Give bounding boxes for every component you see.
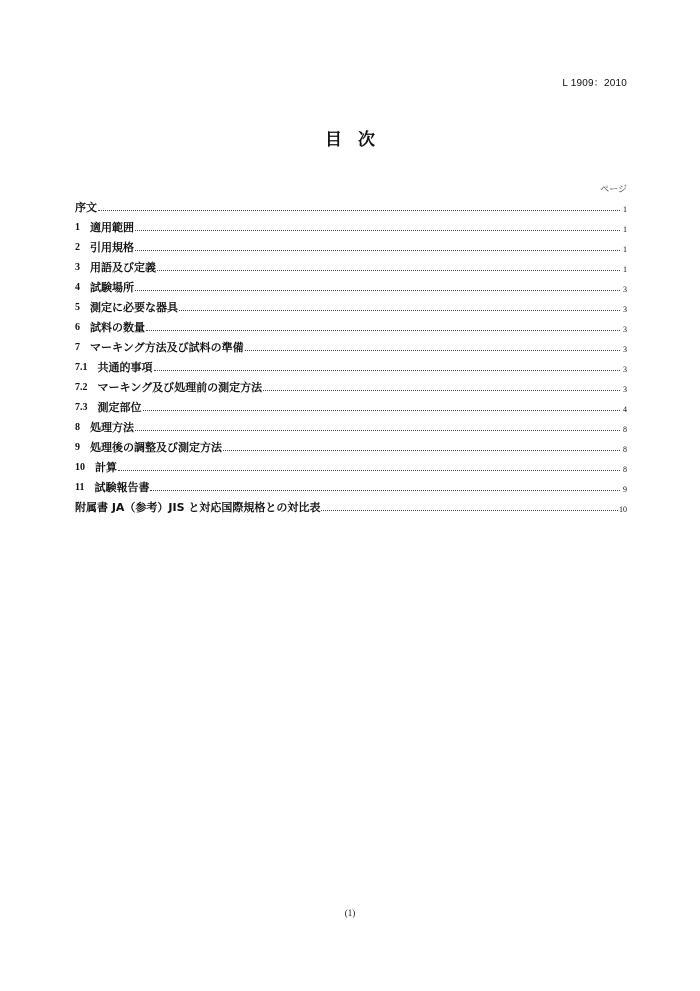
dot-leader — [179, 310, 620, 311]
toc-entry-number: 10 — [75, 461, 85, 473]
toc-entry-3 — [75, 257, 627, 277]
dot-leader — [135, 430, 620, 431]
toc-entry-label: 共通的事項 — [97, 361, 153, 374]
dot-leader — [157, 270, 620, 271]
toc-entry-number: 1 — [75, 221, 80, 233]
toc-entry-number: 7.1 — [75, 361, 88, 373]
toc-entry-5 — [75, 297, 627, 317]
toc-entry-number: 7.2 — [75, 381, 88, 393]
toc-entry-page: 3 — [623, 345, 627, 354]
toc-entry-number: 5 — [75, 301, 80, 313]
page-number: (1) — [344, 908, 356, 918]
toc-entry-number: 2 — [75, 241, 80, 253]
toc-entry-page: 3 — [623, 325, 627, 334]
toc-entry-page: 10 — [619, 505, 627, 514]
toc-entry-number: 6 — [75, 321, 80, 333]
dot-leader — [154, 370, 621, 371]
toc-entry-label: マーキング方法及び試料の準備 — [90, 341, 244, 354]
toc-entry-7-3 — [75, 397, 627, 417]
dot-leader — [223, 450, 620, 451]
dot-leader — [135, 290, 620, 291]
toc-entry-number: 8 — [75, 421, 80, 433]
dot-leader — [135, 230, 620, 231]
toc-entry-page: 3 — [623, 305, 627, 314]
dot-leader — [245, 350, 620, 351]
dot-leader — [98, 210, 620, 211]
toc-entry-1 — [75, 217, 627, 237]
toc-entry-number: 11 — [75, 481, 85, 493]
toc-entry-number: 4 — [75, 281, 80, 293]
toc-entry-label: 処理後の調整及び測定方法 — [90, 441, 222, 454]
toc-entry-11 — [75, 477, 627, 497]
toc-entry-6 — [75, 317, 627, 337]
toc-entry-8 — [75, 417, 627, 437]
toc-entry-label: 附属書 JA（参考）JIS と対応国際規格との対比表 — [75, 501, 321, 514]
toc-entry-page: 3 — [623, 385, 627, 394]
toc-entry-label: 序文 — [75, 201, 97, 214]
toc-entry-page: 3 — [623, 365, 627, 374]
table-of-contents — [75, 197, 627, 517]
toc-entry-number: 7 — [75, 341, 80, 353]
toc-entry-page: 8 — [623, 445, 627, 454]
dot-leader — [118, 470, 620, 471]
toc-entry-number: 9 — [75, 441, 80, 453]
toc-entry-label: 適用範囲 — [90, 221, 134, 234]
toc-entry-7 — [75, 337, 627, 357]
toc-entry-label: 引用規格 — [90, 241, 134, 254]
toc-entry-annex-ja — [75, 497, 627, 517]
document-number: L 1909：2010 — [562, 78, 627, 89]
toc-entry-page: 1 — [623, 265, 627, 274]
toc-entry-label: 試験報告書 — [94, 481, 150, 494]
toc-entry-page: 9 — [623, 485, 627, 494]
dot-leader — [143, 410, 621, 411]
toc-entry-2 — [75, 237, 627, 257]
toc-entry-10 — [75, 457, 627, 477]
dot-leader — [150, 490, 620, 491]
toc-entry-number: 3 — [75, 261, 80, 273]
dot-leader — [135, 250, 620, 251]
toc-entry-label: マーキング及び処理前の測定方法 — [97, 381, 263, 394]
toc-entry-page: 8 — [623, 425, 627, 434]
toc-entry-page: 1 — [623, 245, 627, 254]
toc-entry-9 — [75, 437, 627, 457]
toc-entry-4 — [75, 277, 627, 297]
toc-entry-label: 計算 — [95, 461, 117, 474]
toc-entry-label: 処理方法 — [90, 421, 134, 434]
toc-entry-page: 3 — [623, 285, 627, 294]
toc-entry-7-2 — [75, 377, 627, 397]
toc-entry-preface — [75, 197, 627, 217]
dot-leader — [263, 390, 620, 391]
toc-entry-page: 4 — [623, 405, 627, 414]
toc-entry-label: 試験場所 — [90, 281, 134, 294]
toc-entry-number: 7.3 — [75, 401, 88, 413]
toc-entry-label: 測定部位 — [97, 401, 142, 414]
dot-leader — [146, 330, 620, 331]
toc-entry-page: 1 — [623, 225, 627, 234]
dot-leader — [321, 510, 618, 511]
toc-entry-label: 測定に必要な器具 — [90, 301, 178, 314]
toc-entry-label: 試料の数量 — [90, 321, 145, 334]
page-column-label: ページ — [600, 184, 627, 194]
toc-entry-page: 8 — [623, 465, 627, 474]
toc-entry-page: 1 — [623, 205, 627, 214]
page-title: 目 次 — [325, 130, 375, 150]
toc-entry-7-1 — [75, 357, 627, 377]
toc-entry-label: 用語及び定義 — [90, 261, 156, 274]
